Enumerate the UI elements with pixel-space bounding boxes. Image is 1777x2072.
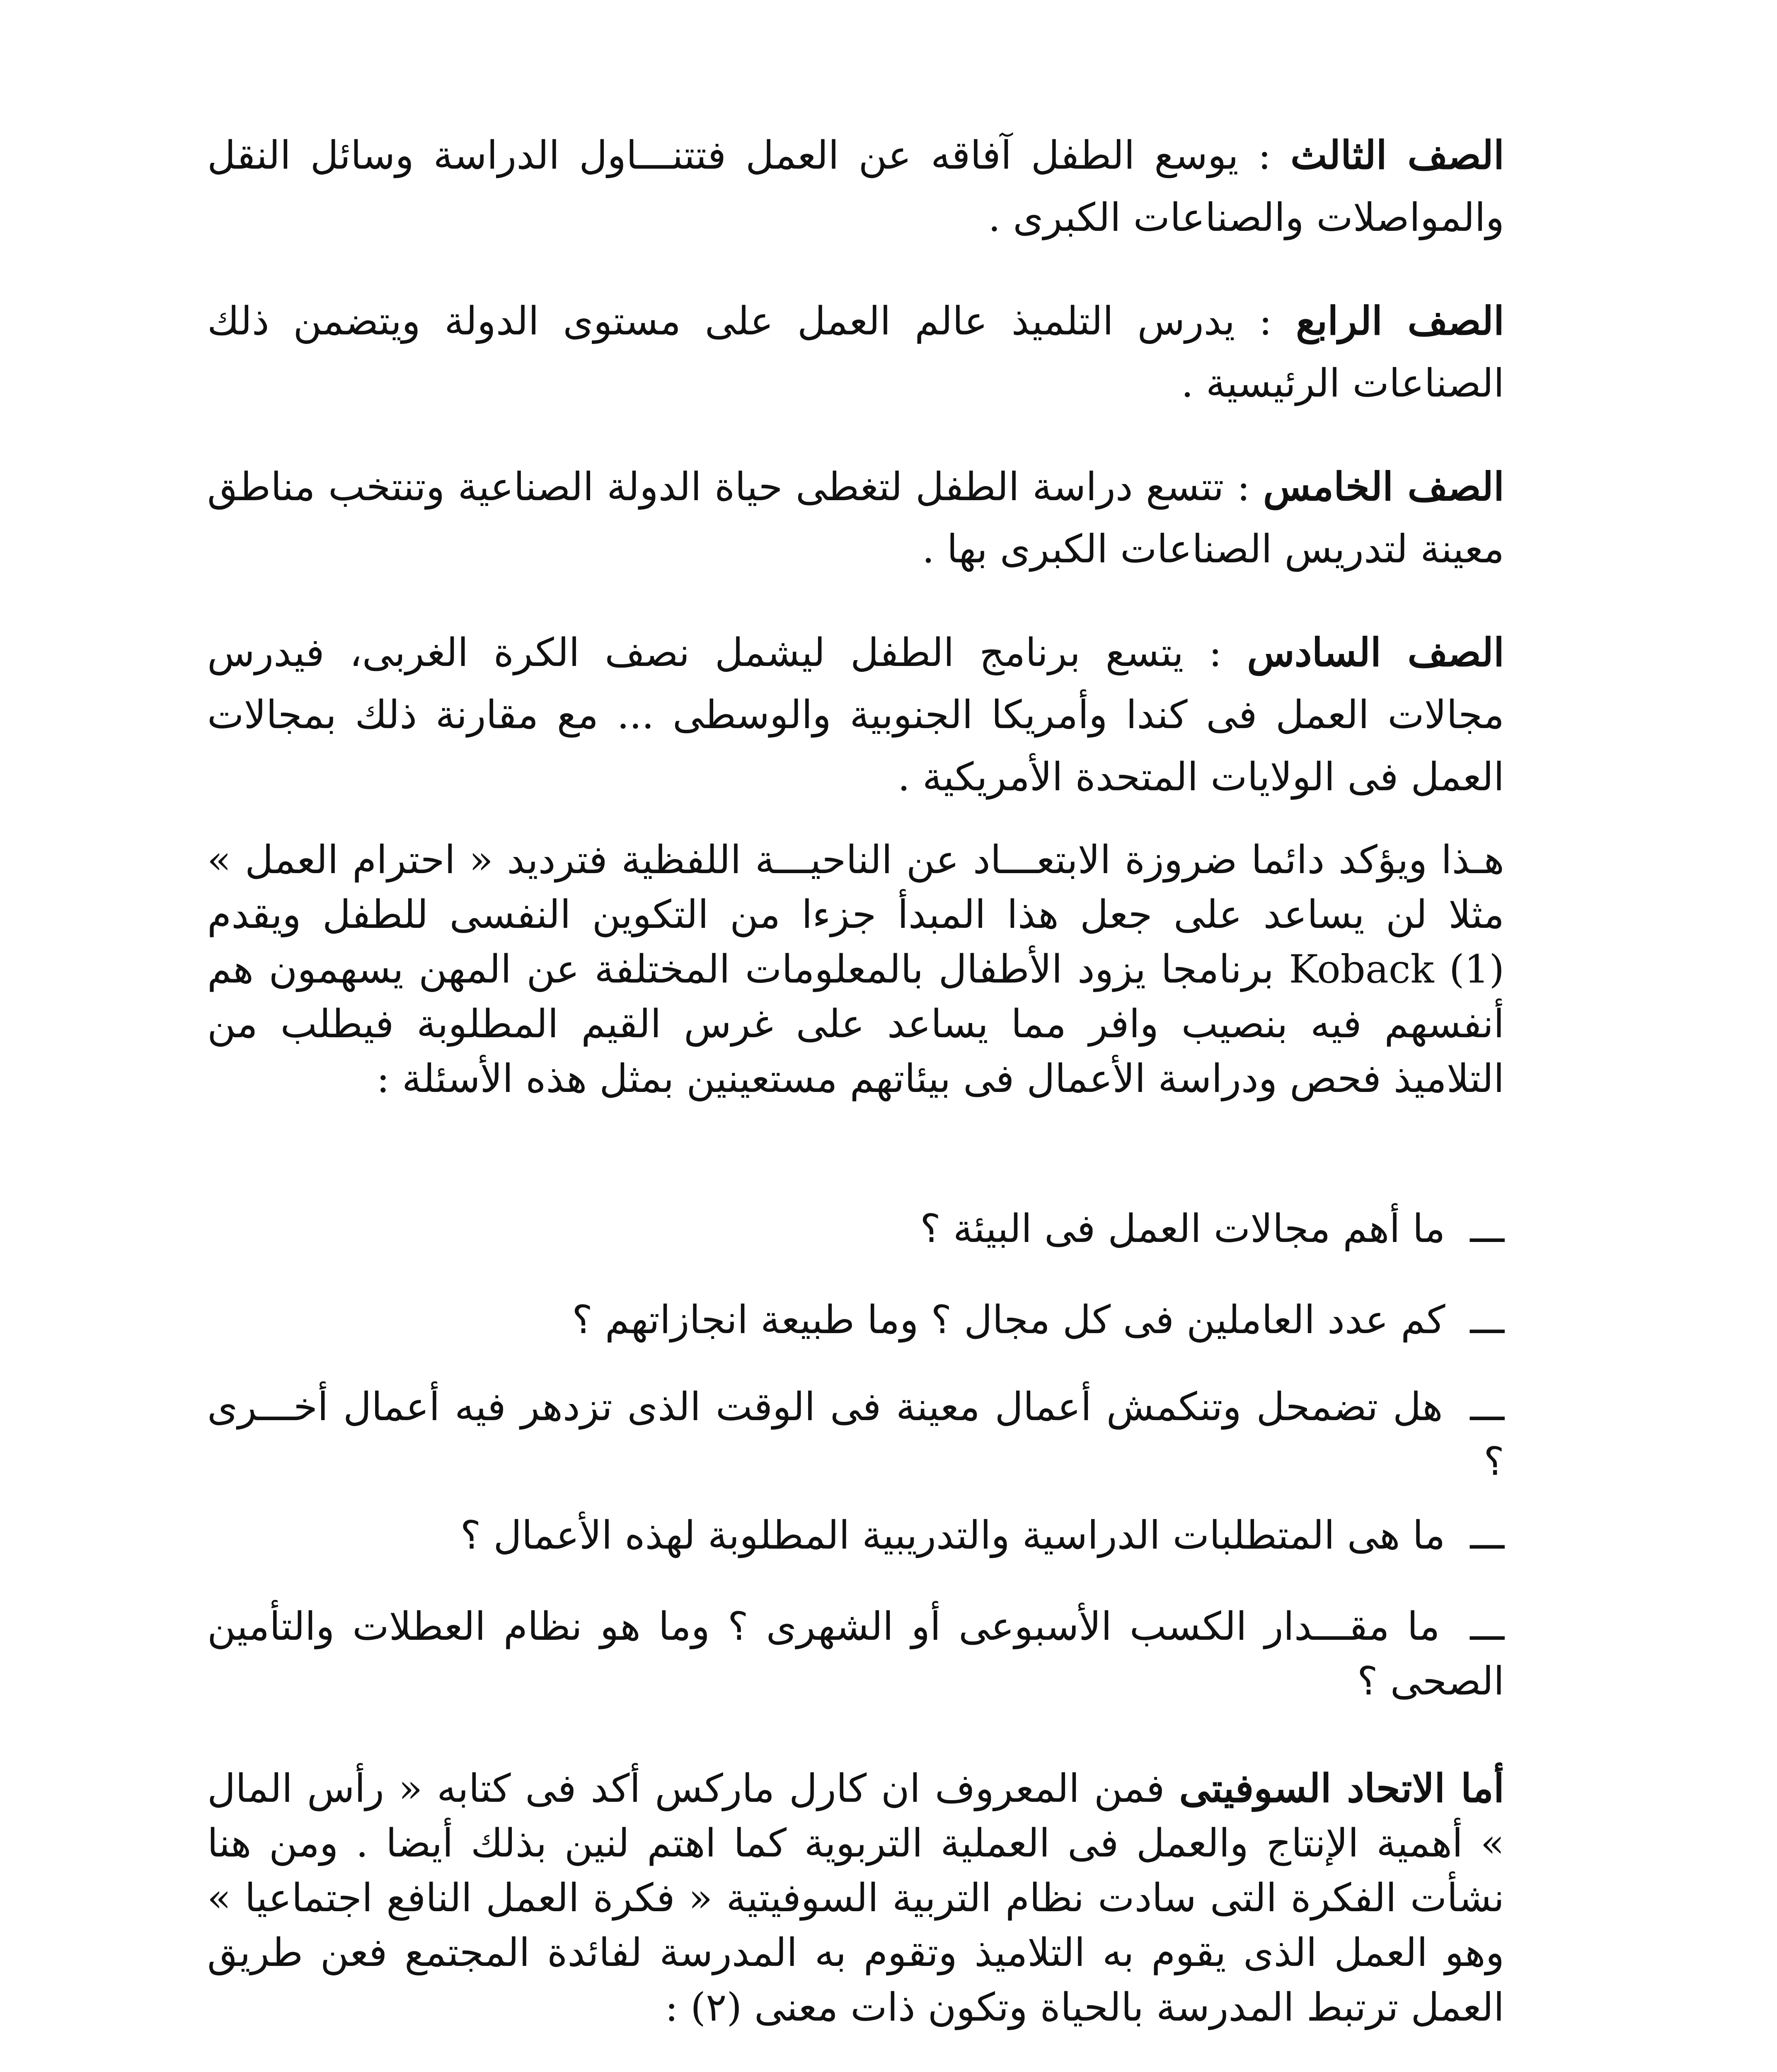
question-text: ما مقـــدار الكسب الأسبوعى أو الشهرى ؟ وما هو نظام العطلات والتأمين الصحى ؟ (207, 1604, 1504, 1704)
grade-five-text: : تتسع دراسة الطفل لتغطى حياة الدولة الصناعية وتنتخب مناطق معينة لتدريس الصناعات الكبرى بها . (207, 465, 1504, 572)
question-text: كم عدد العاملين فى كل مجال ؟ وما طبيعة انجازاتهم ؟ (572, 1297, 1445, 1343)
grade-four-paragraph (207, 290, 1504, 415)
question-item (207, 1508, 1504, 1563)
question-item (207, 1293, 1504, 1348)
question-dash: ـــ (1470, 1385, 1504, 1430)
grade-six-label: الصف السادس (1247, 630, 1504, 675)
grade-three-label: الصف الثالث (1290, 133, 1504, 178)
question-text: ما أهم مجالات العمل فى البيئة ؟ (920, 1206, 1445, 1251)
grade-five-label: الصف الخامس (1263, 464, 1504, 510)
question-item (207, 1600, 1504, 1709)
question-dash: ـــ (1470, 1297, 1504, 1343)
grade-four-text: : يدرس التلميذ عالم العمل على مستوى الدولة ويتضمن ذلك الصناعات الرئيسية . (207, 299, 1504, 406)
koback-paragraph: هـذا ويؤكد دائما ضروزة الابتعـــاد عن الناحيـــة اللفظية فترديد « احترام العمل » مثلا لن يساعد على جعل هذا المبدأ جزءا من التكوين النفسى للطفل ويقدم Koback (1) برنامجا يزود الأطفال بالمعلومات المختلفة عن المهن يسهمون هم أنفسهم فيه بنصيب وافر مما يساعد على غرس القيم المطلوبة فيطلب من التلاميذ فحص ودراسة الأعمال فى بيئاتهم مستعينين بمثل هذه الأسئلة : (207, 838, 1504, 1101)
question-dash: ـــ (1470, 1513, 1504, 1558)
grade-four-label: الصف الرابع (1296, 298, 1505, 344)
question-item (207, 1202, 1504, 1256)
grade-six-text: : يتسع برنامج الطفل ليشمل نصف الكرة الغربى، فيدرس مجالات العمل فى كندا وأمريكا الجنوبية والوسطى ... مع مقارنة ذلك بمجالات العمل فى الولايات المتحدة الأمريكية . (207, 630, 1504, 800)
soviet-label: أما الاتحاد السوفيتى (1179, 1766, 1504, 1811)
question-item (207, 1380, 1504, 1489)
question-dash: ـــ (1470, 1206, 1504, 1251)
grade-three-paragraph (207, 124, 1504, 249)
soviet-text: فمن المعروف ان كارل ماركس أكد فى كتابه « رأس المال » أهمية الإنتاج والعمل فى العملية التربوية كما اهتم لنين بذلك أيضا . ومن هنا نشأت الفكرة التى سادت نظام التربية السوفيتية « فكرة العمل النافع اجتماعيا » وهو العمل الذى يقوم به التلاميذ وتقوم به المدرسة لفائدة المجتمع فعن طريق العمل ترتبط المدرسة بالحياة وتكون ذات معنى (٢) : (207, 1766, 1504, 2030)
grade-five-paragraph (207, 456, 1504, 581)
soviet-paragraph (207, 1761, 1504, 2035)
question-text: ما هى المتطلبات الدراسية والتدريبية المطلوبة لهذه الأعمال ؟ (460, 1513, 1445, 1558)
question-text: هل تضمحل وتنكمش أعمال معينة فى الوقت الذى تزدهر فيه أعمال أخـــرى ؟ (207, 1385, 1504, 1484)
question-dash: ـــ (1470, 1604, 1504, 1649)
grade-six-paragraph (207, 622, 1504, 808)
grade-three-text: : يوسع الطفل آفاقه عن العمل فتتنـــاول الدراسة وسائل النقل والمواصلات والصناعات الكبرى . (207, 133, 1504, 240)
